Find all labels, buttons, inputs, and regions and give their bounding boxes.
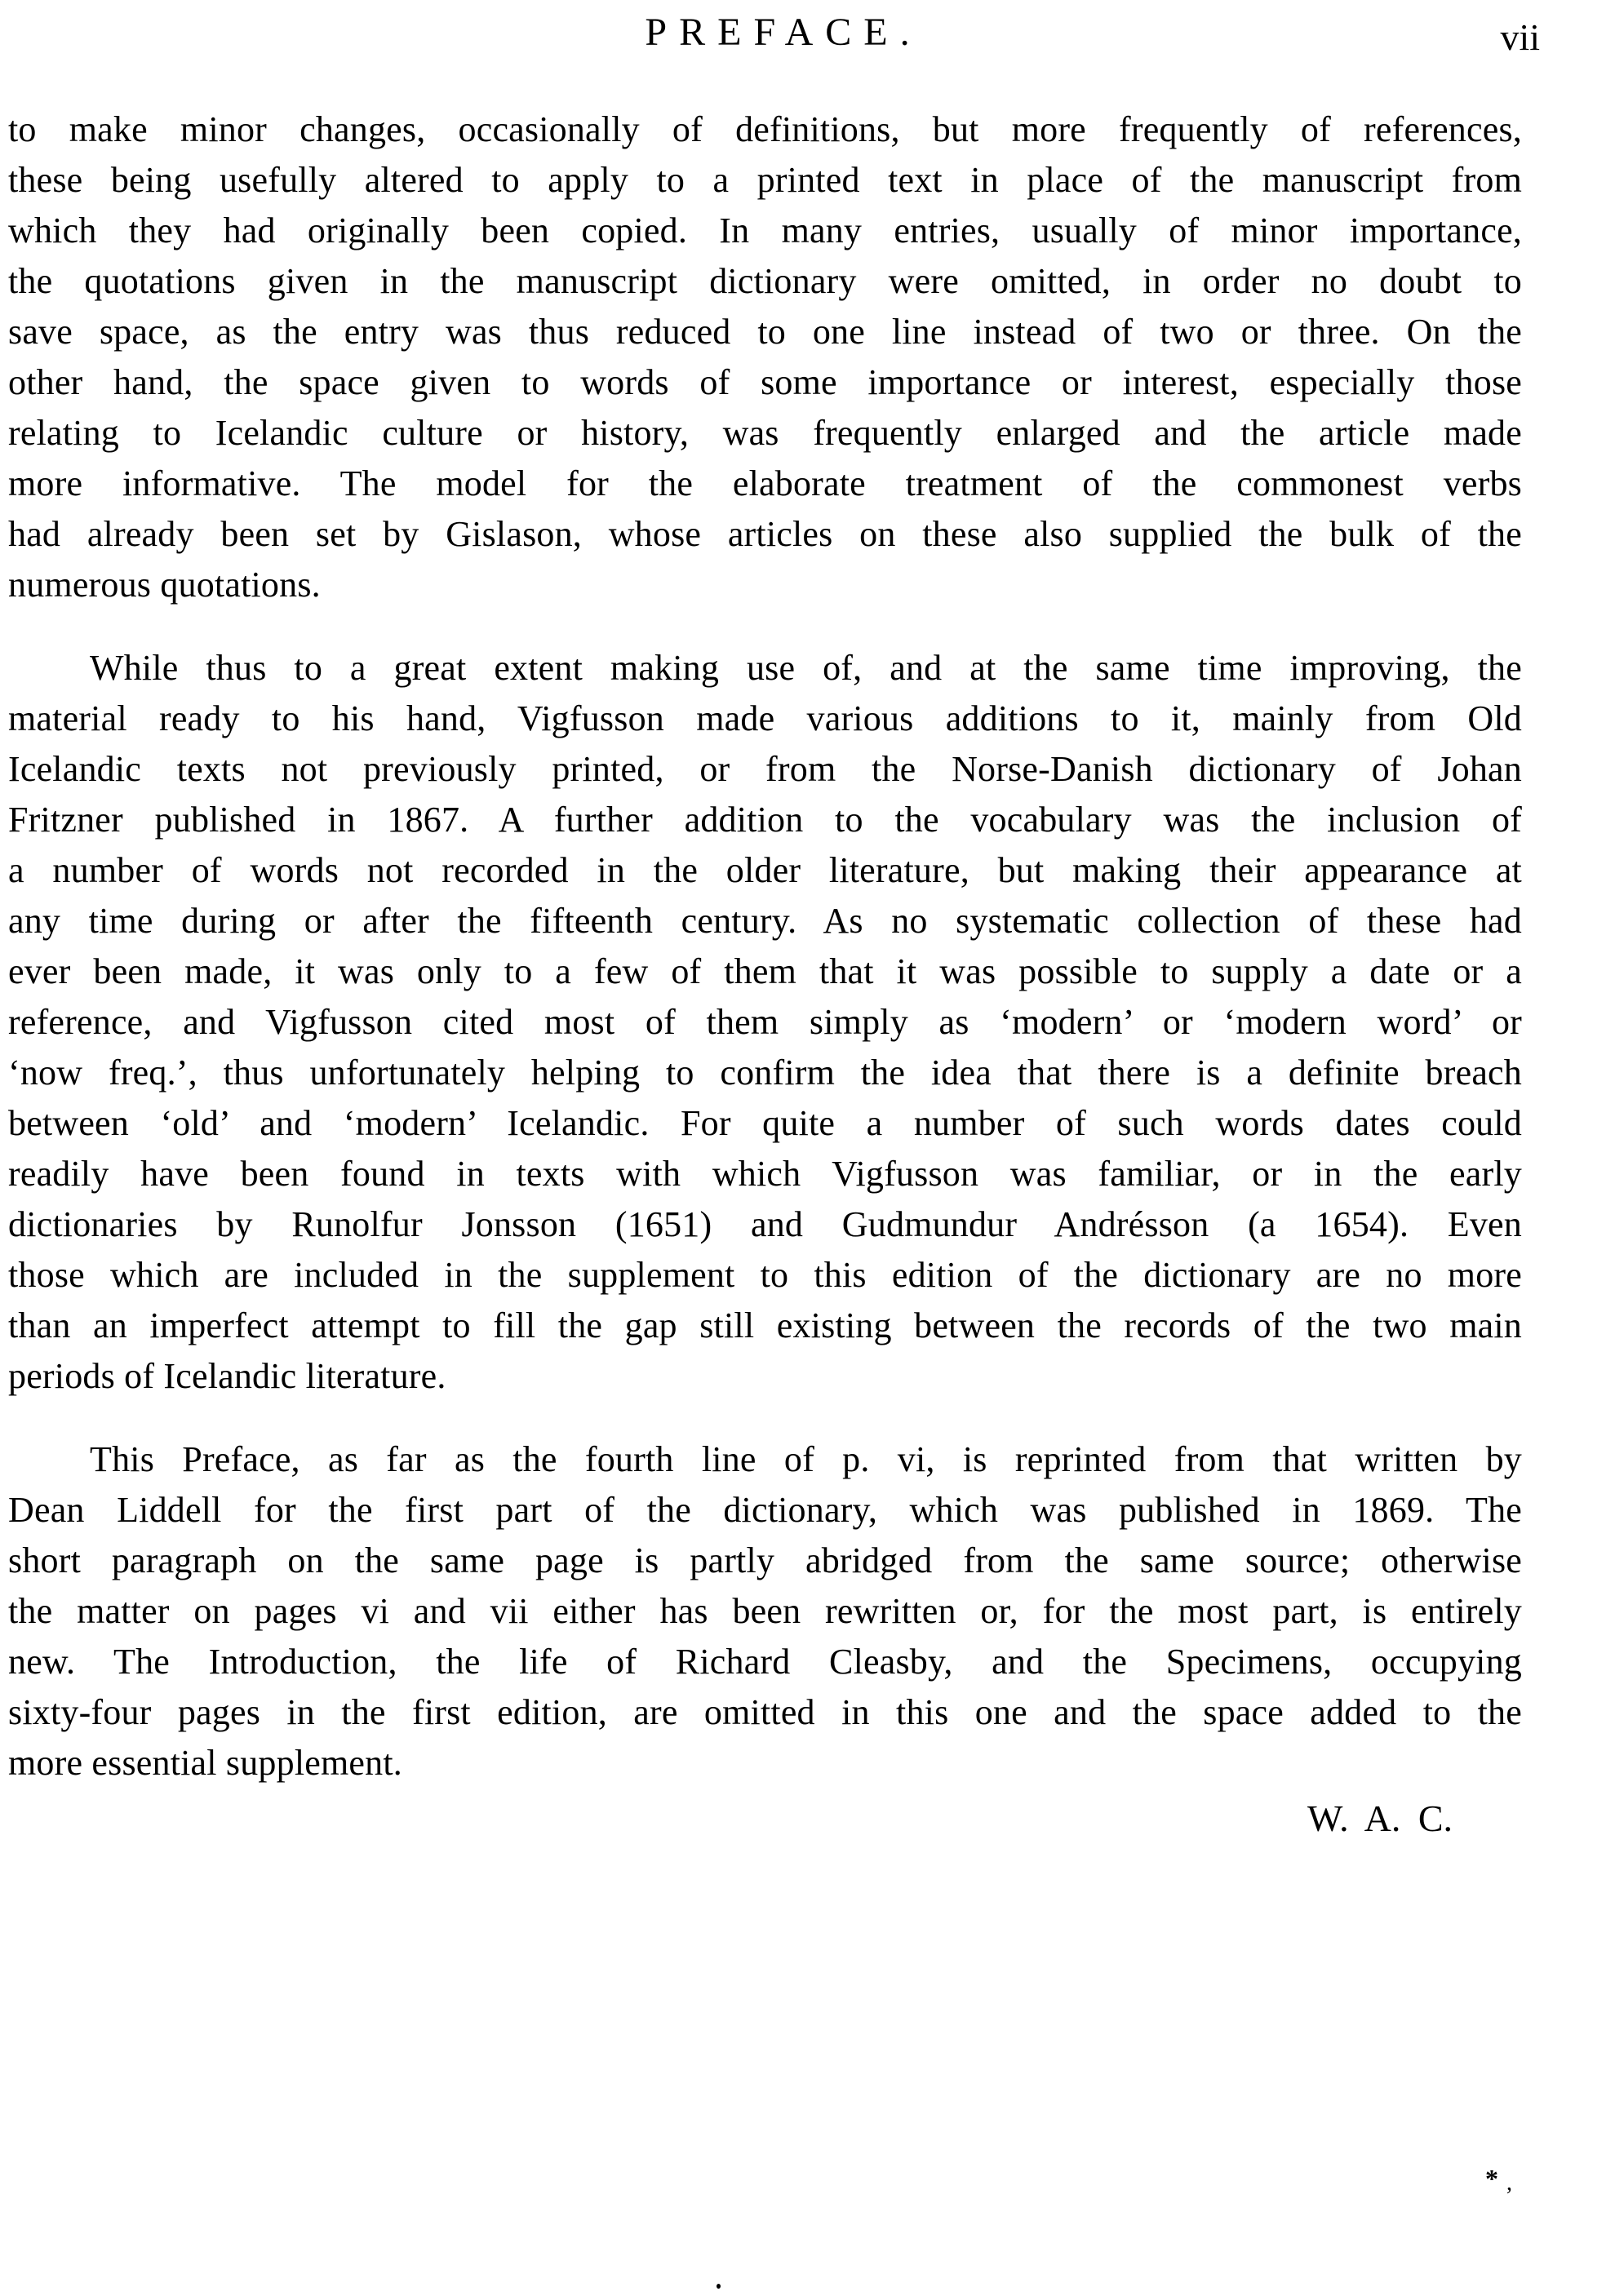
text-line: the quotations given in the manuscript dictionary were omitted, in order no doubt to [8,261,1522,301]
text-line: any time during or after the fifteenth century. As no systematic collection of these had [8,901,1522,941]
text-line: While thus to a great extent making use of, and at the same time improving, the [90,648,1522,688]
text-line: reference, and Vigfusson cited most of them simply as ‘modern’ or ‘modern word’ or [8,1002,1522,1042]
text-line: a number of words not recorded in the older literature, but making their appearance at [8,850,1522,890]
text-line: than an imperfect attempt to fill the gap still existing between the records of the two main [8,1305,1522,1345]
text-line: material ready to his hand, Vigfusson made various additions to it, mainly from Old [8,698,1522,738]
ink-speck-asterisk: * [1485,2164,1498,2193]
text-line: more informative. The model for the elaborate treatment of the commonest verbs [8,463,1522,503]
text-line: between ‘old’ and ‘modern’ Icelandic. For quite a number of such words dates could [8,1103,1522,1143]
text-line: dictionaries by Runolfur Jonsson (1651) and Gudmundur Andrésson (a 1654). Even [8,1204,1522,1244]
paragraph [8,643,1522,1402]
text-line: ‘now freq.’, thus unfortunately helping to confirm the idea that there is a definite breach [8,1053,1522,1093]
text-line: periods of Icelandic literature. [8,1356,446,1396]
text-line: relating to Icelandic culture or history, was frequently enlarged and the article made [8,413,1522,453]
text-line: Dean Liddell for the first part of the dictionary, which was published in 1869. The [8,1490,1522,1530]
page-body [8,104,1522,1844]
paragraph [8,1434,1522,1788]
paragraph [8,104,1522,610]
author-initials: W. A. C. [1307,1797,1453,1839]
text-line: to make minor changes, occasionally of definitions, but more frequently of references, [8,109,1522,149]
text-line: new. The Introduction, the life of Richard Cleasby, and the Specimens, occupying [8,1642,1522,1682]
text-line: readily have been found in texts with which Vigfusson was familiar, or in the early [8,1154,1522,1194]
text-line: This Preface, as far as the fourth line of p. vi, is reprinted from that written by [90,1439,1522,1479]
text-line: ever been made, it was only to a few of them that it was possible to supply a date or a [8,951,1522,991]
page-title: PREFACE. [645,11,922,54]
text-line: had already been set by Gislason, whose articles on these also supplied the bulk of the [8,514,1522,554]
text-line: those which are included in the supplement to this edition of the dictionary are no more [8,1255,1522,1295]
text-line: sixty-four pages in the first edition, are omitted in this one and the space added to the [8,1692,1522,1732]
text-line: which they had originally been copied. In many entries, usually of minor importance, [8,211,1522,250]
ink-speck-comma: , [1506,2170,1512,2196]
ink-speck-dot [717,2284,721,2289]
text-line: the matter on pages vi and vii either has been rewritten or, for the most part, is entirely [8,1591,1522,1631]
text-line: Icelandic texts not previously printed, or from the Norse-Danish dictionary of Johan [8,749,1522,789]
text-line: short paragraph on the same page is partly abridged from the same source; otherwise [8,1540,1522,1580]
page-number: vii [1500,16,1540,58]
text-line: Fritzner published in 1867. A further addition to the vocabulary was the inclusion of [8,800,1522,840]
text-line: other hand, the space given to words of some importance or interest, especially those [8,362,1522,402]
text-line: numerous quotations. [8,565,321,605]
text-line: more essential supplement. [8,1743,402,1783]
text-line: these being usefully altered to apply to a printed text in place of the manuscript from [8,160,1522,200]
text-line: save space, as the entry was thus reduced to one line instead of two or three. On the [8,312,1522,352]
